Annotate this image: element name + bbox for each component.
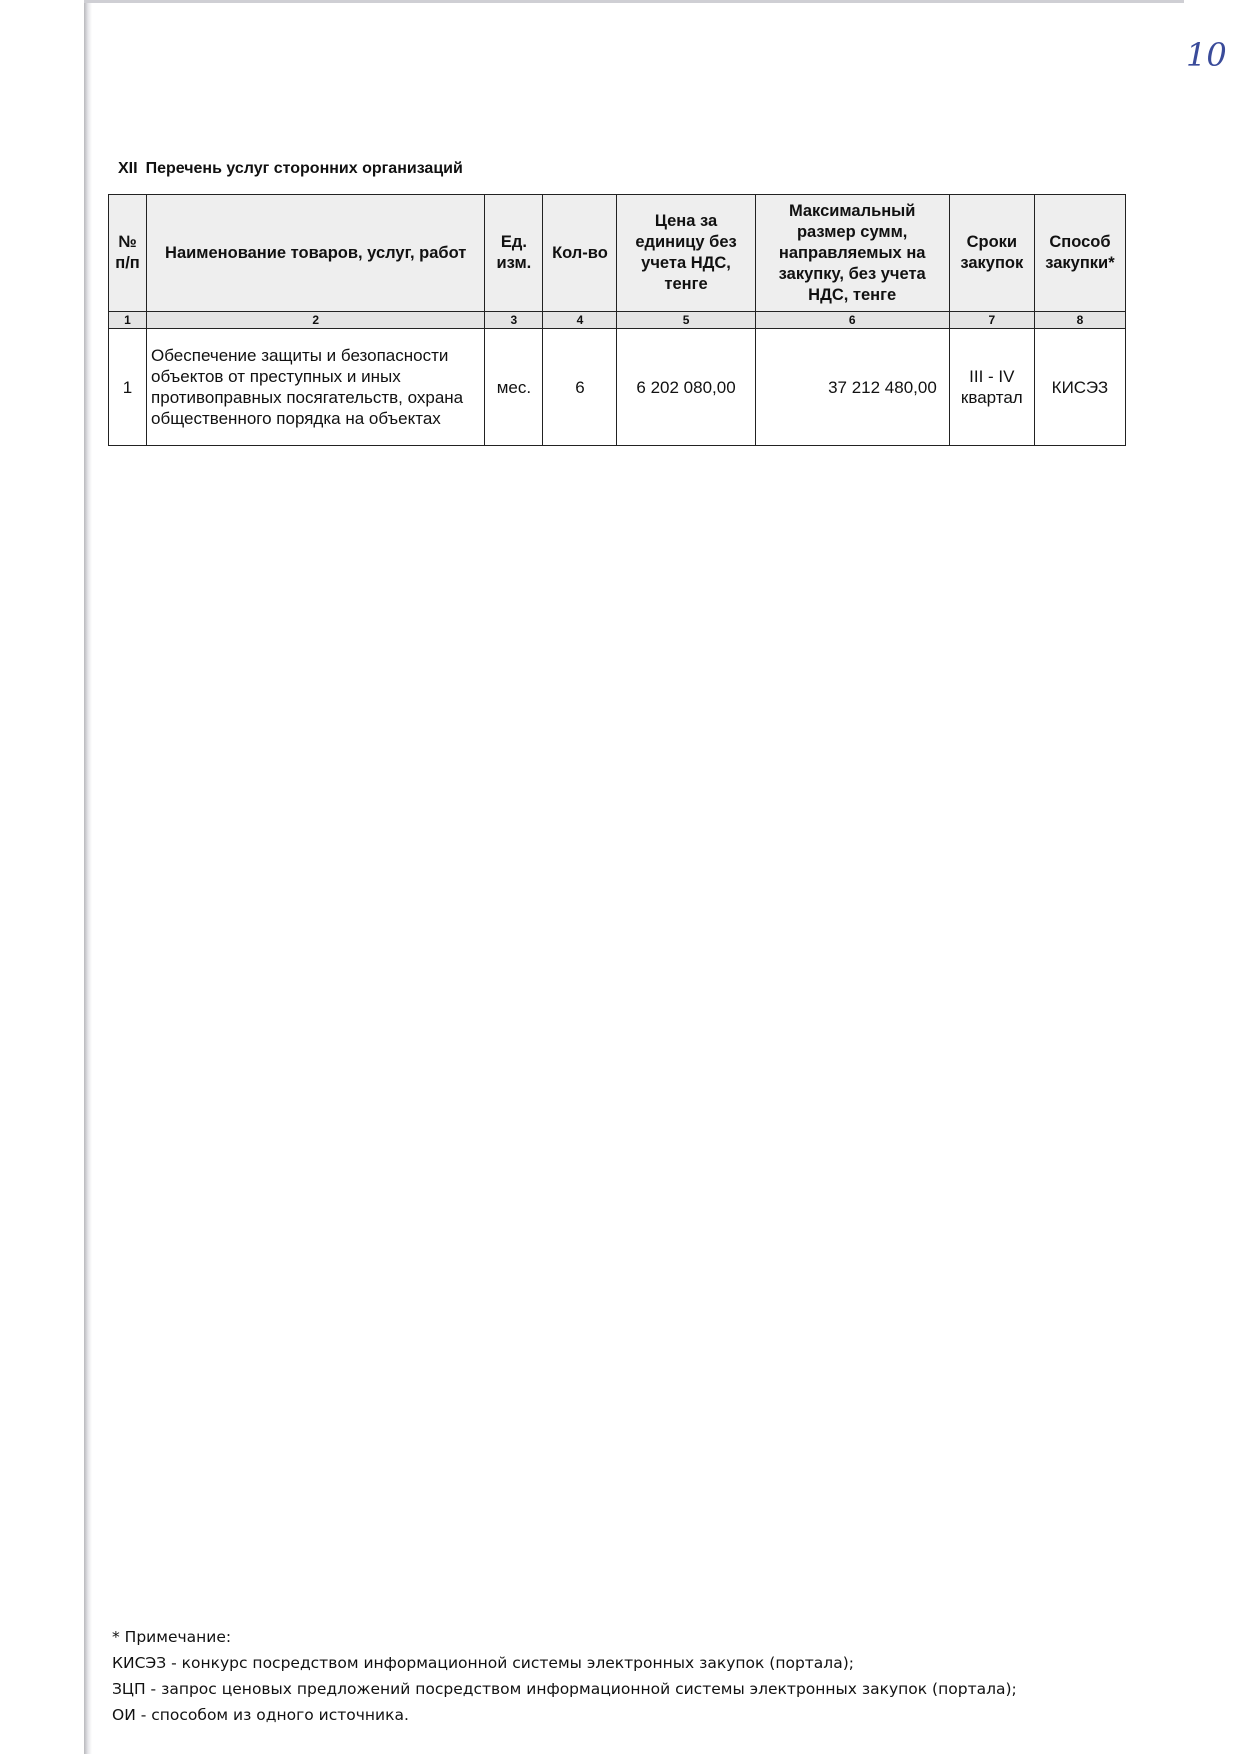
header-unit-price: Цена за единицу без учета НДС, тенге <box>617 195 755 312</box>
section-title <box>118 160 463 178</box>
row-unit: мес. <box>485 329 543 446</box>
table-row <box>109 329 1126 446</box>
section-title-text: Перечень услуг сторонних организаций <box>145 160 463 177</box>
header-number: № п/п <box>109 195 147 312</box>
column-number: 3 <box>485 312 543 329</box>
handwritten-page-number: 10 <box>1186 36 1227 74</box>
row-max-sum: 37 212 480,00 <box>755 329 949 446</box>
column-number: 8 <box>1034 312 1125 329</box>
footnote-line: КИСЭЗ - конкурс посредством информационной системы электронных закупок (портала); <box>112 1654 854 1672</box>
row-period: III - IV квартал <box>949 329 1034 446</box>
footnote-line: ЗЦП - запрос ценовых предложений посредством информационной системы электронных закупок (портала); <box>112 1680 1017 1698</box>
column-number-row <box>109 312 1126 329</box>
column-number: 2 <box>147 312 485 329</box>
services-table <box>108 194 1126 446</box>
row-unit-price: 6 202 080,00 <box>617 329 755 446</box>
column-number: 6 <box>755 312 949 329</box>
footnote-block <box>112 1624 1017 1728</box>
footnote-line: ОИ - способом из одного источника. <box>112 1706 409 1724</box>
header-period: Сроки закупок <box>949 195 1034 312</box>
header-quantity: Кол-во <box>543 195 617 312</box>
row-quantity: 6 <box>543 329 617 446</box>
row-method: КИСЭЗ <box>1034 329 1125 446</box>
header-method: Способ закупки* <box>1034 195 1125 312</box>
scan-top-edge <box>84 0 1184 3</box>
header-max-sum: Максимальный размер сумм, направляемых на закупку, без учета НДС, тенге <box>755 195 949 312</box>
column-number: 5 <box>617 312 755 329</box>
column-number: 1 <box>109 312 147 329</box>
footnote-title: * Примечание: <box>112 1628 232 1646</box>
scan-left-edge <box>84 0 92 1754</box>
header-name: Наименование товаров, услуг, работ <box>147 195 485 312</box>
header-unit: Ед. изм. <box>485 195 543 312</box>
row-number: 1 <box>109 329 147 446</box>
table-header-row <box>109 195 1126 312</box>
column-number: 4 <box>543 312 617 329</box>
column-number: 7 <box>949 312 1034 329</box>
row-service-name: Обеспечение защиты и безопасности объектов от преступных и иных противоправных посягательств, охрана общественного порядка на объектах <box>147 329 485 446</box>
section-number: XII <box>118 160 138 177</box>
